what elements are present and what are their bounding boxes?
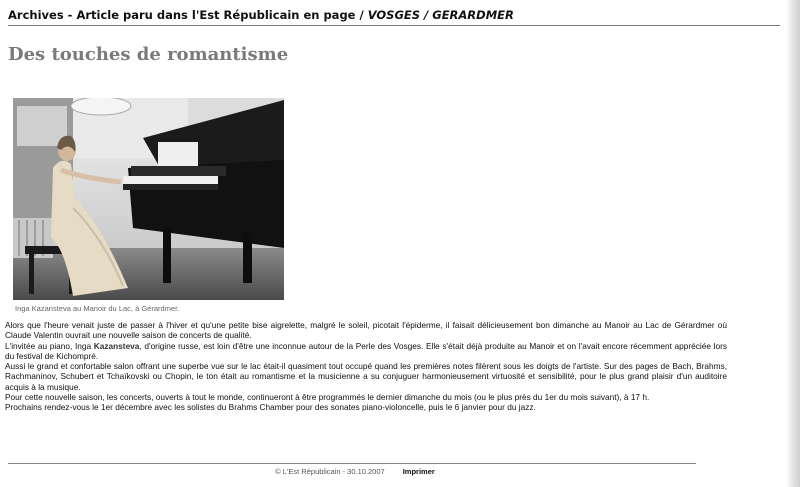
header-divider [8, 25, 780, 26]
paragraph-text: , d'origine russe, est loin d'être une inconnue autour de la Perle des Vosges. Elle s'était déjà produite au Manoir et on l'avait encore récemment appréciée lors du festival de Kichompré. [5, 340, 727, 361]
article-title: Des touches de romantisme [8, 44, 289, 65]
pianist-photo-illustration [13, 98, 284, 300]
page-edge-shadow [786, 0, 800, 487]
header-section: VOSGES [367, 8, 421, 22]
footer-divider [8, 463, 696, 464]
copyright-text: © L'Est Républicain - 30.10.2007 [275, 467, 385, 476]
header-town: GERARDMER [432, 8, 514, 22]
article-paragraph: Alors que l'heure venait juste de passer à l'hiver et qu'une petite bise aigrelette, malgré le soleil, picotait l'épiderme, il faisait délicieusement bon dimanche au Manoir au Lac de Gérardmer où Claude Valentin ouvrait une nouvelle saison de concerts de qualité. [5, 320, 727, 341]
artist-name: Kazansteva [93, 340, 140, 351]
article-paragraph: Prochains rendez-vous le 1er décembre avec les solistes du Brahms Chamber pour des sonates piano-violoncelle, puis le 6 janvier pour du jazz. [5, 402, 536, 413]
page-footer [0, 467, 710, 476]
article-paragraph: Pour cette nouvelle saison, les concerts, ouverts à tout le monde, continueront à être programmés le dernier dimanche du mois (ou le plus près du 1er du mois suivant), à 17 h. [5, 392, 650, 403]
article-paragraph: Aussi le grand et confortable salon offrant une superbe vue sur le lac était-il quasiment tout occupé quand les premières notes filèrent sous les doigts de l'artiste. Sur des pages de Bach, Brahms, Rachmaninov, Schubert et Tchaïkovski ou Chopin, le ton était au romantisme et la musicienne a su conjuguer harmonieusement virtuosité et sensibilité, pour le plus grand plaisir d'un auditoire acquis à la musique. [5, 361, 727, 392]
paragraph-text: L'invitée au piano, Inga [5, 340, 94, 351]
article-body [5, 320, 727, 413]
photo-caption: Inga Kazansteva au Manoir du Lac, à Gérardmer. [15, 304, 180, 313]
header-separator: / [420, 8, 433, 22]
archive-header [8, 6, 780, 24]
print-link[interactable]: Imprimer [402, 467, 435, 476]
article-paragraph [5, 341, 727, 362]
article-photo [13, 98, 284, 300]
header-prefix: Archives - Article paru dans l'Est Républicain en page / [8, 8, 368, 22]
